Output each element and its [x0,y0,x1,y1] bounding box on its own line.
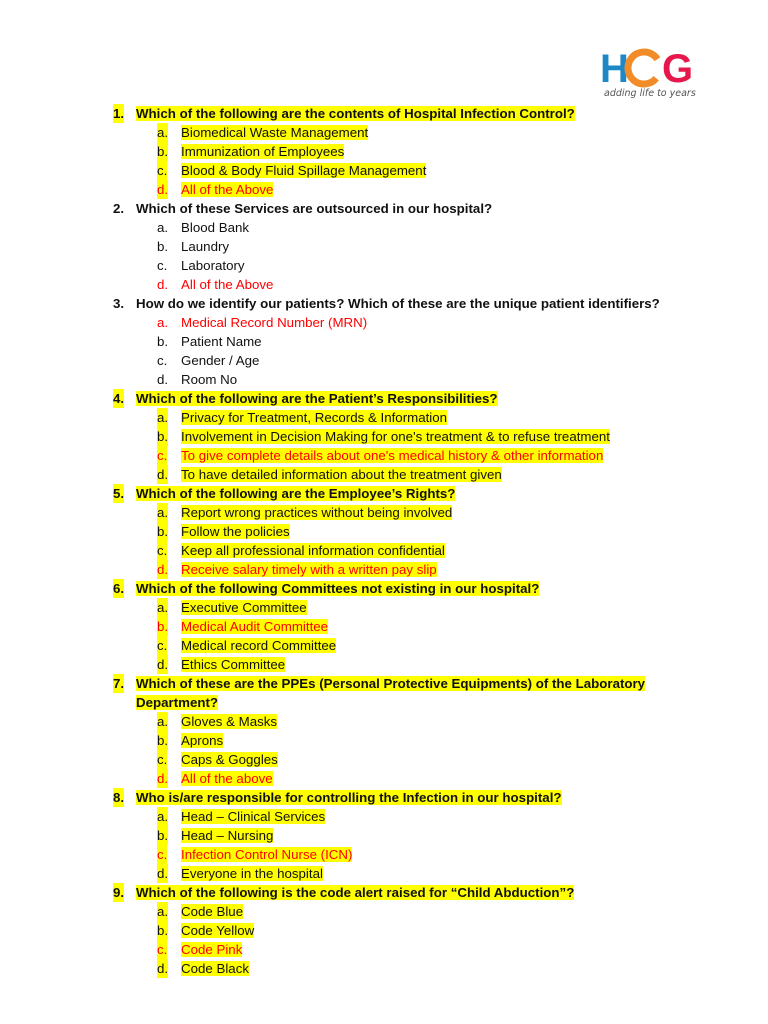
option-2-b [0,237,768,256]
question-text: Who is/are responsible for controlling the Infection in our hospital? [136,790,562,805]
question-number: 9. [113,885,125,900]
option-letter: d. [157,467,169,482]
option-text: Patient Name [181,334,262,349]
option-letter: c. [157,752,168,767]
option-3-d [0,370,768,389]
option-9-c [0,940,768,959]
option-3-b [0,332,768,351]
question-text: Which of these Services are outsourced in our hospital? [136,201,493,216]
correct-answer-text: Medical Record Number (MRN) [181,315,368,330]
option-text: Code Blue [181,904,244,919]
question-list [0,104,768,978]
question-text: Which of the following is the code alert raised for “Child Abduction”? [136,885,575,900]
option-letter: a. [157,904,169,919]
option-3-a [0,313,768,332]
option-letter: d. [157,372,169,387]
option-4-c [0,446,768,465]
option-letter: a. [157,714,169,729]
option-letter: a. [157,600,169,615]
option-2-a [0,218,768,237]
correct-answer-text: Receive salary timely with a written pay slip [181,562,437,577]
option-5-a [0,503,768,522]
option-letter: b. [157,334,169,349]
option-letter: c. [157,448,168,463]
option-text: Aprons [181,733,224,748]
option-8-b [0,826,768,845]
option-letter: d. [157,657,169,672]
question-5 [0,484,768,503]
option-5-b [0,522,768,541]
option-letter: b. [157,524,169,539]
option-letter: d. [157,771,169,786]
correct-answer-text: All of the Above [181,182,274,197]
option-text: Everyone in the hospital [181,866,323,881]
option-letter: c. [157,543,168,558]
question-3 [0,294,768,313]
question-number: 1. [113,106,125,121]
question-7 [0,674,768,712]
option-text: Blood Bank [181,220,250,235]
option-3-c [0,351,768,370]
question-text: Which of these are the PPEs (Personal Protective Equipments) of the Laboratory Department? [136,676,646,710]
option-text: Code Yellow [181,923,255,938]
question-number: 4. [113,391,125,406]
option-4-b [0,427,768,446]
logo-tagline: adding life to years [604,88,696,99]
option-letter: d. [157,961,169,976]
option-letter: b. [157,144,169,159]
option-text: Executive Committee [181,600,307,615]
option-7-c [0,750,768,769]
question-text: Which of the following are the Patient’s Responsibilities? [136,391,498,406]
option-letter: c. [157,163,168,178]
logo-letter-h: H [600,47,629,88]
option-letter: b. [157,239,169,254]
option-text: To have detailed information about the treatment given [181,467,502,482]
option-8-a [0,807,768,826]
option-text: Code Black [181,961,249,976]
question-9 [0,883,768,902]
option-8-c [0,845,768,864]
option-text: Blood & Body Fluid Spillage Management [181,163,427,178]
option-7-d [0,769,768,788]
option-7-a [0,712,768,731]
option-text: Head – Clinical Services [181,809,326,824]
option-text: Gloves & Masks [181,714,278,729]
option-1-d [0,180,768,199]
option-text: Gender / Age [181,353,260,368]
option-text: Privacy for Treatment, Records & Information [181,410,448,425]
option-4-d [0,465,768,484]
question-number: 2. [113,201,125,216]
option-letter: b. [157,733,169,748]
option-letter: d. [157,182,169,197]
option-text: Head – Nursing [181,828,274,843]
question-8 [0,788,768,807]
option-letter: a. [157,220,169,235]
option-letter: b. [157,923,169,938]
question-number: 7. [113,676,125,691]
option-letter: a. [157,125,169,140]
option-letter: a. [157,315,169,330]
option-text: Ethics Committee [181,657,286,672]
option-letter: a. [157,410,169,425]
option-letter: b. [157,619,169,634]
hcg-logo-mark [598,46,708,88]
correct-answer-text: Medical Audit Committee [181,619,329,634]
option-2-c [0,256,768,275]
option-6-c [0,636,768,655]
question-number: 5. [113,486,125,501]
option-text: Medical record Committee [181,638,337,653]
option-text: Laboratory [181,258,245,273]
correct-answer-text: Code Pink [181,942,243,957]
hcg-logo [598,46,708,104]
question-2 [0,199,768,218]
question-text: Which of the following Committees not existing in our hospital? [136,581,540,596]
option-6-a [0,598,768,617]
correct-answer-text: All of the Above [181,277,274,292]
option-letter: d. [157,562,169,577]
option-5-d [0,560,768,579]
option-9-b [0,921,768,940]
question-number: 6. [113,581,125,596]
question-4 [0,389,768,408]
option-text: Immunization of Employees [181,144,345,159]
option-letter: c. [157,942,168,957]
question-1 [0,104,768,123]
option-9-a [0,902,768,921]
question-text: Which of the following are the contents of Hospital Infection Control? [136,106,575,121]
correct-answer-text: All of the above [181,771,273,786]
option-5-c [0,541,768,560]
option-6-b [0,617,768,636]
option-text: Follow the policies [181,524,290,539]
option-letter: a. [157,809,169,824]
question-6 [0,579,768,598]
correct-answer-text: To give complete details about one's medical history & other information [181,448,604,463]
option-letter: b. [157,429,169,444]
option-7-b [0,731,768,750]
option-letter: c. [157,847,168,862]
option-text: Involvement in Decision Making for one's treatment & to refuse treatment [181,429,610,444]
option-letter: c. [157,258,168,273]
option-text: Report wrong practices without being involved [181,505,453,520]
option-6-d [0,655,768,674]
option-4-a [0,408,768,427]
option-letter: c. [157,353,168,368]
question-number: 3. [113,296,125,311]
option-letter: d. [157,866,169,881]
option-2-d [0,275,768,294]
option-8-d [0,864,768,883]
question-number: 8. [113,790,125,805]
option-letter: b. [157,828,169,843]
option-letter: d. [157,277,169,292]
option-1-b [0,142,768,161]
option-letter: c. [157,638,168,653]
option-text: Keep all professional information confidential [181,543,445,558]
option-text: Room No [181,372,238,387]
option-text: Laundry [181,239,230,254]
logo-letter-g: G [662,47,694,88]
option-text: Biomedical Waste Management [181,125,369,140]
correct-answer-text: Infection Control Nurse (ICN) [181,847,353,862]
option-letter: a. [157,505,169,520]
question-text: How do we identify our patients? Which of these are the unique patient identifiers? [136,296,660,311]
question-text: Which of the following are the Employee’s Rights? [136,486,456,501]
option-1-a [0,123,768,142]
option-9-d [0,959,768,978]
option-1-c [0,161,768,180]
option-text: Caps & Goggles [181,752,278,767]
